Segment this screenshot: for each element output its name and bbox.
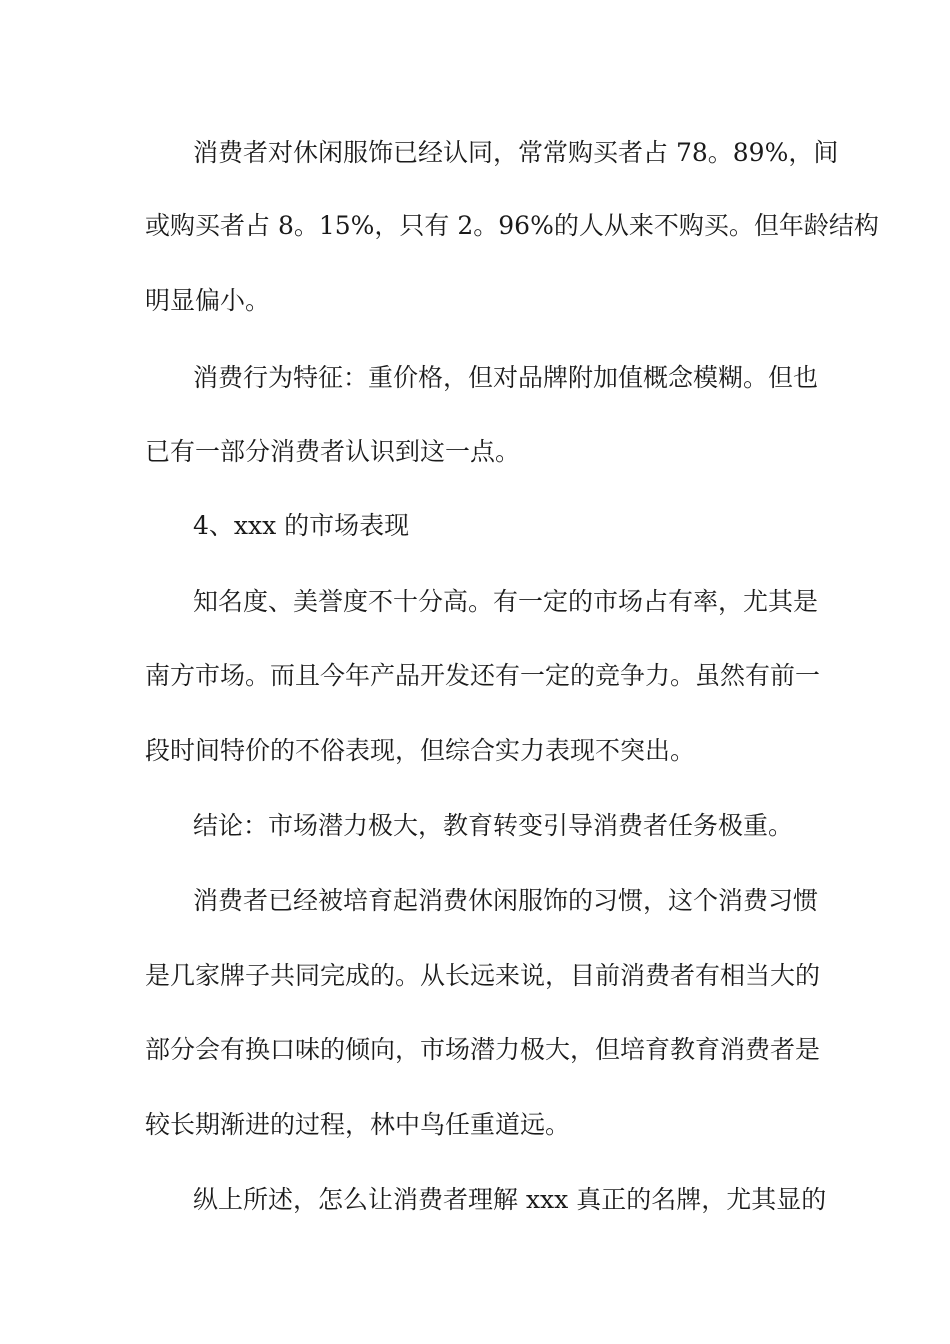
- text-line: 较长期渐进的过程，林中鸟任重道远。: [145, 1110, 571, 1139]
- section-heading: 4、xxx 的市场表现: [193, 511, 410, 540]
- text-line: 部分会有换口味的倾向，市场潜力极大，但培育教育消费者是: [145, 1035, 821, 1064]
- text-line: 段时间特价的不俗表现，但综合实力表现不突出。: [145, 736, 696, 765]
- text-line: 消费行为特征：重价格，但对品牌附加值概念模糊。但也: [193, 363, 819, 392]
- text-line: 是几家牌子共同完成的。从长远来说，目前消费者有相当大的: [145, 961, 821, 990]
- text-line: 已有一部分消费者认识到这一点。: [145, 437, 521, 466]
- text-line: 明显偏小。: [145, 286, 271, 315]
- text-line: 南方市场。而且今年产品开发还有一定的竞争力。虽然有前一: [145, 661, 821, 690]
- text-line: 纵上所述，怎么让消费者理解 xxx 真正的名牌，尤其显的: [193, 1185, 827, 1214]
- text-line: 结论：市场潜力极大，教育转变引导消费者任务极重。: [193, 811, 794, 840]
- text-line: 或购买者占 8。15%，只有 2。96%的人从来不购买。但年龄结构: [145, 211, 879, 240]
- text-line: 消费者已经被培育起消费休闲服饰的习惯，这个消费习惯: [193, 886, 819, 915]
- text-line: 知名度、美誉度不十分高。有一定的市场占有率，尤其是: [193, 587, 819, 616]
- text-line: 消费者对休闲服饰已经认同，常常购买者占 78。89%，间: [193, 138, 839, 167]
